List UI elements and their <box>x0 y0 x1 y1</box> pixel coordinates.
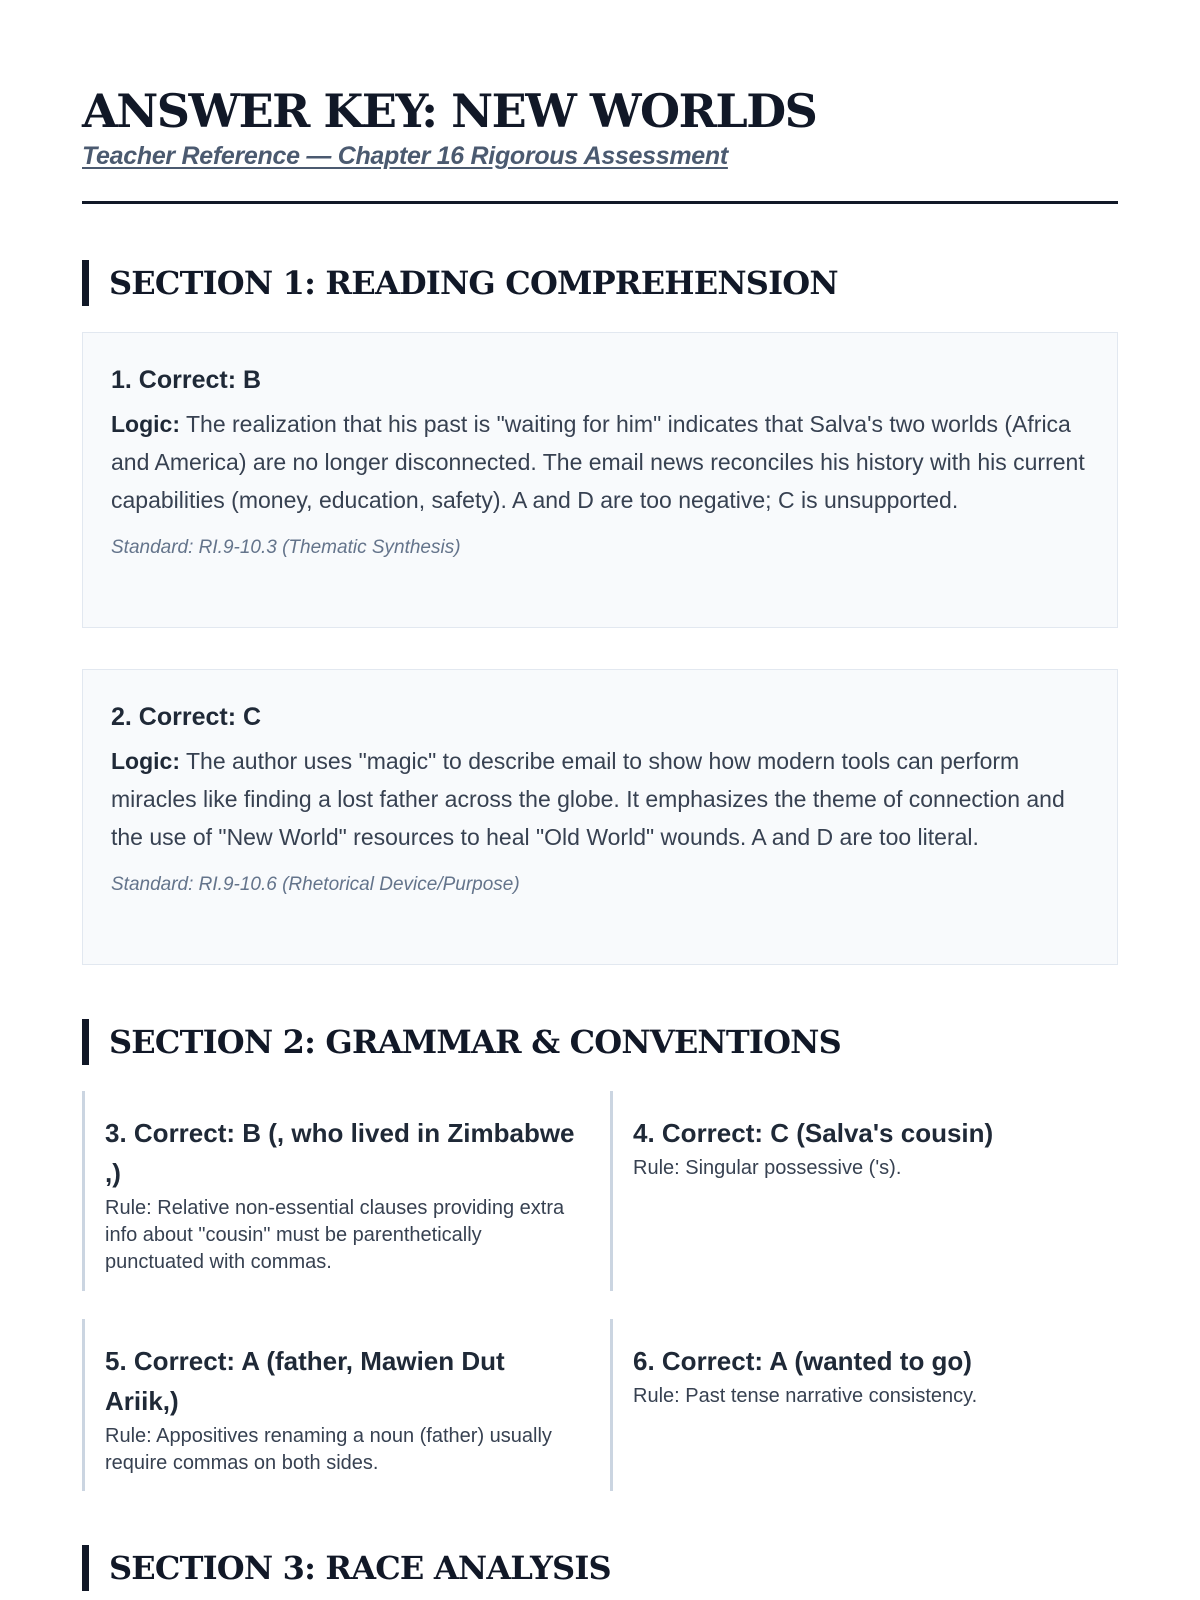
logic-label: Logic: <box>111 411 180 437</box>
answer-3 <box>82 1091 600 1291</box>
answer-3-heading: 3. Correct: B (, who lived in Zimbabwe ,) <box>105 1118 575 1188</box>
section-3-heading: SECTION 3: RACE ANALYSIS <box>82 1545 1118 1591</box>
answer-4 <box>610 1091 1118 1291</box>
answer-6 <box>610 1319 1118 1491</box>
answer-6-rule: Rule: Past tense narrative consistency. <box>633 1385 978 1407</box>
answer-5-heading: 5. Correct: A (father, Mawien Dut Ariik,) <box>105 1346 505 1416</box>
answer-2-logic <box>111 742 1089 856</box>
answer-5-rule: Rule: Appositives renaming a noun (father) usually require commas on both sides. <box>105 1425 552 1474</box>
answer-3-rule: Rule: Relative non-essential clauses providing extra info about "cousin" must be parenthetically punctuated with commas. <box>105 1197 565 1273</box>
grammar-row-1 <box>82 1091 1118 1291</box>
answer-card-2 <box>82 669 1118 965</box>
document-subtitle: Teacher Reference — Chapter 16 Rigorous Assessment <box>82 142 728 170</box>
title-divider <box>82 201 1118 204</box>
section-1-heading: SECTION 1: READING COMPREHENSION <box>82 260 1118 306</box>
answer-card-1 <box>82 332 1118 628</box>
grammar-row-2 <box>82 1319 1118 1491</box>
answer-6-heading: 6. Correct: A (wanted to go) <box>633 1346 972 1376</box>
answer-4-heading: 4. Correct: C (Salva's cousin) <box>633 1118 994 1148</box>
answer-2-logic-text: The author uses "magic" to describe email to show how modern tools can perform miracles like finding a lost father across the globe. It emphasizes the theme of connection and the use of "New World" resources to heal "Old World" wounds. A and D are too literal. <box>111 748 1065 850</box>
answer-4-rule: Rule: Singular possessive ('s). <box>633 1157 902 1179</box>
logic-label: Logic: <box>111 748 180 774</box>
answer-1-standard: Standard: RI.9-10.3 (Thematic Synthesis) <box>111 537 461 558</box>
document-title: ANSWER KEY: NEW WORLDS <box>82 84 817 138</box>
answer-5 <box>82 1319 600 1491</box>
answer-2-standard: Standard: RI.9-10.6 (Rhetorical Device/Purpose) <box>111 874 520 895</box>
section-2-heading: SECTION 2: GRAMMAR & CONVENTIONS <box>82 1019 1118 1065</box>
answer-1-heading: 1. Correct: B <box>111 366 262 394</box>
answer-1-logic <box>111 405 1089 519</box>
answer-2-heading: 2. Correct: C <box>111 703 262 731</box>
answer-1-logic-text: The realization that his past is "waiting for him" indicates that Salva's two worlds (Africa and America) are no longer disconnected. The email news reconciles his history with his current capabilities (money, education, safety). A and D are too negative; C is unsupported. <box>111 411 1085 513</box>
